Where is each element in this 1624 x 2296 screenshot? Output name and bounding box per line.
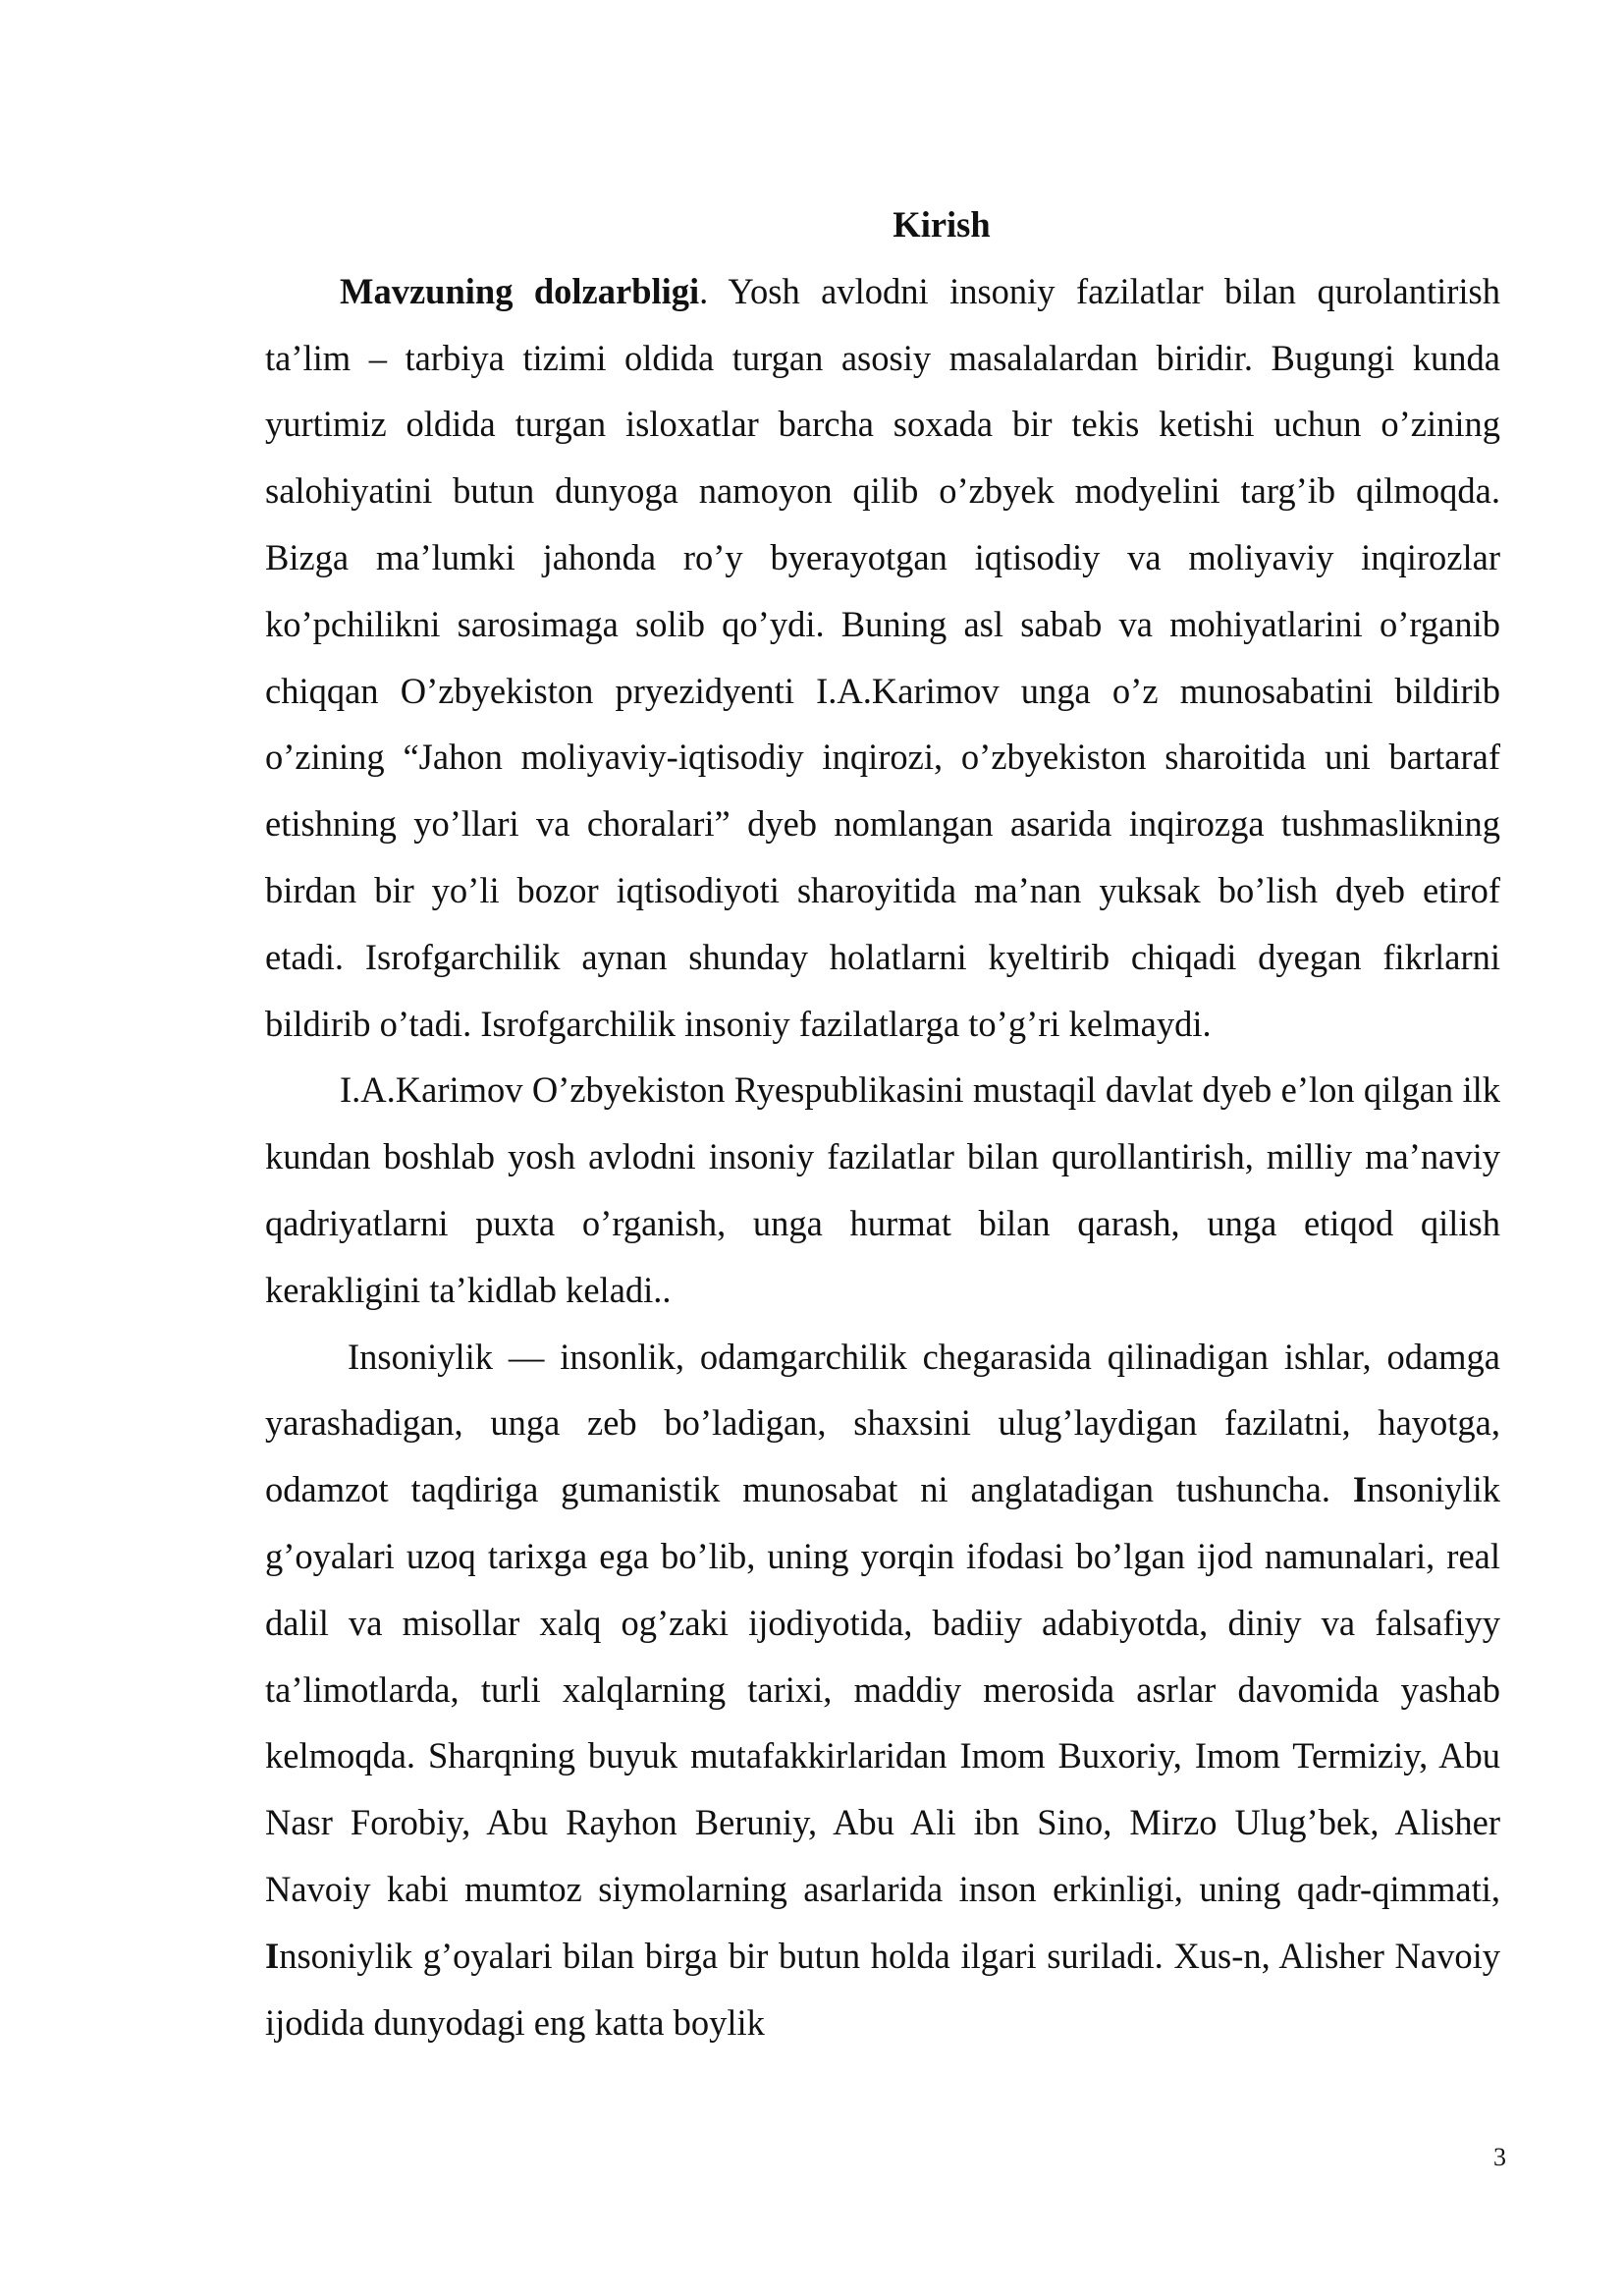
section-heading: Kirish	[893, 204, 991, 245]
humanism-text-c: nsoniylik g’oyalari bilan birga bir butun holda ilgari suriladi. Xus-n, Alisher Navoiy ijodida dunyodagi eng katta boylik	[265, 1935, 1500, 2043]
humanism-bold-initial-1: I	[1352, 1469, 1368, 1510]
humanism-bold-initial-2: I	[265, 1935, 280, 1976]
relevance-lead: Mavzuning dolzarbligi	[340, 270, 700, 311]
humanism-text-b: nsoniylik g’oyalari uzoq tarixga ega bo’lib, uning yorqin ifodasi bo’lgan ijod namunalari, real dalil va misollar xalq og’zaki ijodiyotida, badiiy adabiyotda, diniy va falsafiyy ta’limotlarda, turli xalqlarning tarixi, maddiy merosida asrlar davomida yashab kelmoqda. Sharqning buyuk mutafakkirlaridan Imom Buxoriy, Imom Termiziy, Abu Nasr Forobiy, Abu Rayhon Beruniy, Abu Ali ibn Sino, Mirzo Ulug’bek, Alisher Navoiy kabi mumtoz siymolarning asarlarida inson erkinligi, uning qadr-qimmati,	[265, 1469, 1500, 1909]
relevance-lead-punct: .	[699, 270, 709, 311]
paragraph-relevance	[265, 258, 1500, 1058]
humanism-text-a: Insoniylik — insonlik, odamgarchilik chegarasida qilinadigan ishlar, odamga yarashadigan, unga zeb bo’ladigan, shaxsini ulug’laydigan fazilatni, hayotga, odamzot taqdiriga gumanistik munosabat ni anglatadigan tushuncha.	[265, 1336, 1500, 1510]
paragraph-humanism	[265, 1324, 1500, 2056]
page-body	[265, 191, 1500, 2055]
page-number: 3	[1493, 2143, 1506, 2171]
paragraph-karimov: I.A.Karimov O’zbyekiston Ryespublikasini mustaqil davlat dyeb e’lon qilgan ilk kundan boshlab yosh avlodni insoniy fazilatlar bilan qurollantirish, milliy ma’naviy qadriyatlarni puxta o’rganish, unga hurmat bilan qarash, unga etiqod qilish kerakligini ta’kidlab keladi..	[265, 1069, 1500, 1310]
relevance-text: Yosh avlodni insoniy fazilatlar bilan qurolantirish ta’lim – tarbiya tizimi oldida turgan asosiy masalalardan biridir. Bugungi kunda yurtimiz oldida turgan isloxatlar barcha soxada bir tekis ketishi uchun o’zining salohiyatini butun dunyoga namoyon qilib o’zbyek modyelini targ’ib qilmoqda. Bizga ma’lumki jahonda ro’y byerayotgan iqtisodiy va moliyaviy inqirozlar ko’pchilikni sarosimaga solib qo’ydi. Buning asl sabab va mohiyatlarini o’rganib chiqqan O’zbyekiston pryezidyenti I.A.Karimov unga o’z munosabatini bildirib o’zining “Jahon moliyaviy-iqtisodiy inqirozi, o’zbyekiston sharoitida uni bartaraf etishning yo’llari va choralari” dyeb nomlangan asarida inqirozga tushmaslikning birdan bir yo’li bozor iqtisodiyoti sharoyitida ma’nan yuksak bo’lish dyeb etirof etadi. Isrofgarchilik aynan shunday holatlarni kyeltirib chiqadi dyegan fikrlarni bildirib o’tadi. Isrofgarchilik insoniy fazilatlarga to’g’ri kelmaydi.	[265, 270, 1500, 1044]
